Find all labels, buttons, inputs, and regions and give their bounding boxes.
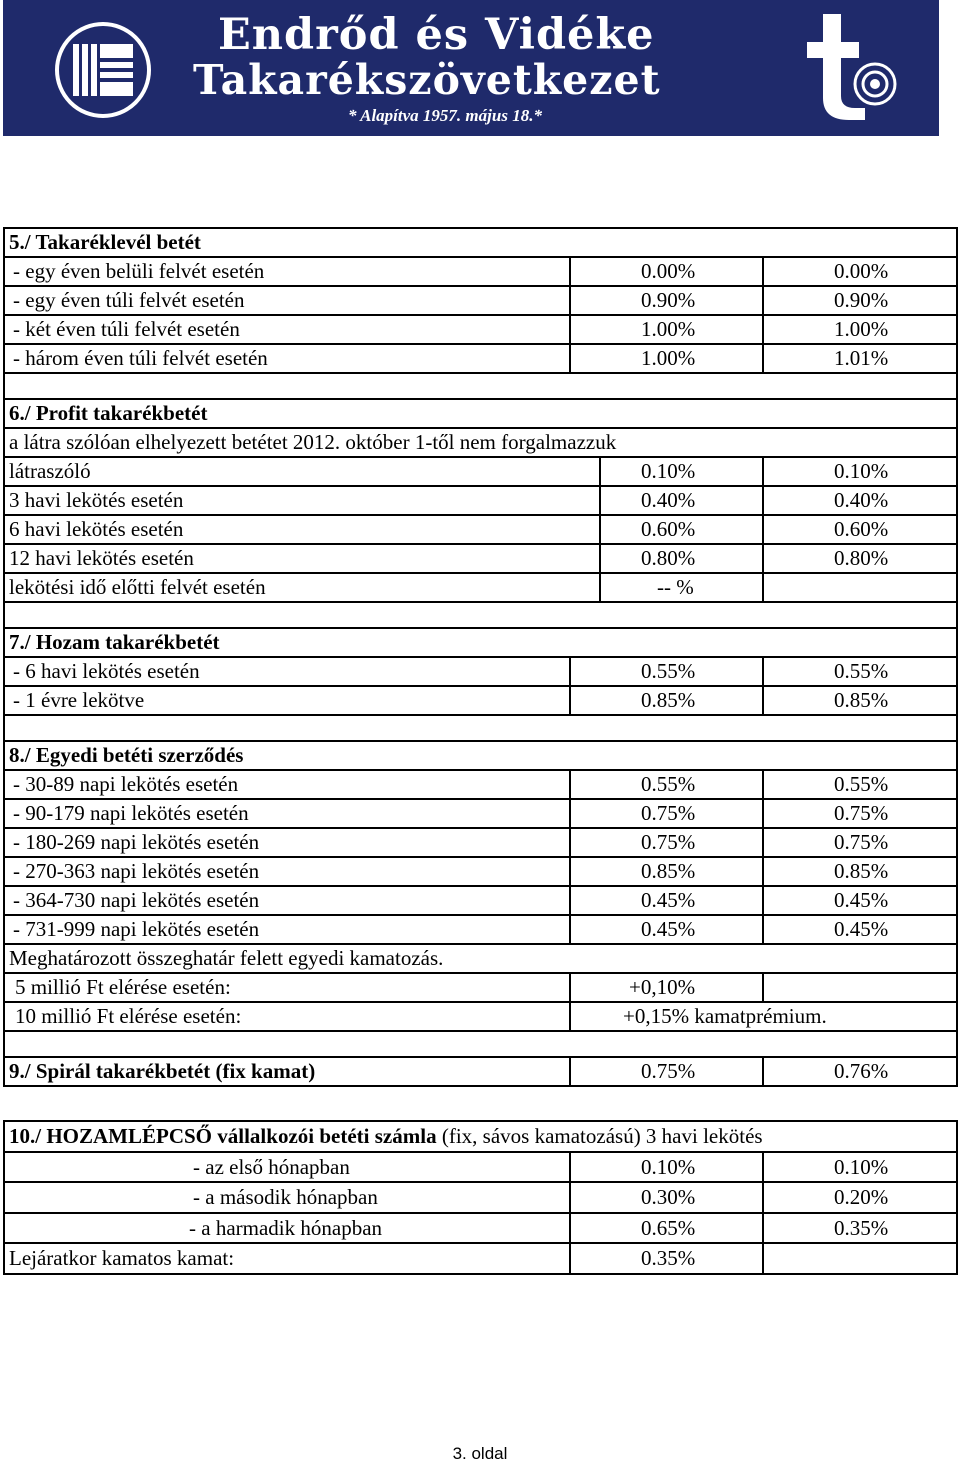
threshold-value: +0,15% kamatprémium. <box>569 1003 957 1030</box>
spacer-row <box>3 603 958 629</box>
table-row <box>3 687 958 716</box>
threshold-label: 10 millió Ft elérése esetén: <box>15 1004 242 1028</box>
table-row <box>3 1153 958 1184</box>
table-row <box>3 829 958 858</box>
rate-value-col1: 0.10% <box>569 1153 763 1182</box>
table-row <box>3 800 958 829</box>
rate-value-col1: 0.60% <box>599 516 763 543</box>
rate-label: - 364-730 napi lekötés esetén <box>13 888 260 912</box>
rate-value-col1: 0.55% <box>569 771 763 798</box>
rate-value-col2: 0.90% <box>762 287 957 314</box>
bank-name-line2: Takarékszövetkezet <box>193 56 661 104</box>
rate-value-col2: 0.40% <box>762 487 957 514</box>
rate-label: 3 havi lekötés esetén <box>9 488 184 512</box>
table-row <box>3 974 958 1003</box>
rate-label: látraszóló <box>9 459 91 483</box>
rate-value-col1: 0.10% <box>599 458 763 485</box>
section-title: 5./ Takaréklevél betét <box>9 230 201 254</box>
rate-label: - három éven túli felvét esetén <box>13 346 268 370</box>
rate-value-col2: 0.55% <box>762 771 957 798</box>
rate-label: - 180-269 napi lekötés esetén <box>13 830 260 854</box>
section-title: 8./ Egyedi betéti szerződés <box>9 743 244 767</box>
rate-value-col2: 0.10% <box>762 1153 957 1182</box>
section-title-row <box>3 229 958 258</box>
rate-value-col1: 0.30% <box>569 1183 763 1212</box>
rate-label: - 731-999 napi lekötés esetén <box>13 917 260 941</box>
bank-header-banner <box>3 0 939 136</box>
rate-value-col1: 0.00% <box>569 258 763 285</box>
rate-value-col1: 0.55% <box>569 658 763 685</box>
rate-value-col2: 1.01% <box>762 345 957 372</box>
spacer-row <box>3 1032 958 1058</box>
rate-label: 12 havi lekötés esetén <box>9 546 194 570</box>
table-row <box>3 1183 958 1214</box>
rate-value-col2: 0.45% <box>762 916 957 943</box>
table-row <box>3 316 958 345</box>
rate-value-col1: 0.40% <box>599 487 763 514</box>
section-note-row <box>3 429 958 458</box>
section-title: 7./ Hozam takarékbetét <box>9 630 220 654</box>
rate-label: lekötési idő előtti felvét esetén <box>9 575 266 599</box>
threshold-value: +0,10% <box>569 974 763 1001</box>
section-note-row <box>3 945 958 974</box>
rate-label: - 90-179 napi lekötés esetén <box>13 801 249 825</box>
table-row <box>3 287 958 316</box>
table-row <box>3 1058 958 1087</box>
table-row <box>3 345 958 374</box>
table-row <box>3 258 958 287</box>
table-row <box>3 1214 958 1245</box>
rate-value-col2: 0.55% <box>762 658 957 685</box>
table-row <box>3 458 958 487</box>
page-number: 3. oldal <box>452 1444 508 1463</box>
maturity-label: Lejáratkor kamatos kamat: <box>9 1246 235 1270</box>
rate-label: - az első hónapban <box>193 1154 350 1179</box>
rate-label: - egy éven túli felvét esetén <box>13 288 245 312</box>
rate-label: - 270-363 napi lekötés esetén <box>13 859 260 883</box>
section-title-row <box>3 400 958 429</box>
rate-label: - két éven túli felvét esetén <box>13 317 240 341</box>
rate-value-col1: 0.45% <box>569 887 763 914</box>
rate-value-col1: 1.00% <box>569 316 763 343</box>
table-row <box>3 771 958 800</box>
rate-value-col1: 0.80% <box>599 545 763 572</box>
table-row <box>3 1244 958 1275</box>
rate-label: - egy éven belüli felvét esetén <box>13 259 265 283</box>
spacer-row <box>3 374 958 400</box>
rate-label: - 6 havi lekötés esetén <box>13 659 200 683</box>
rate-label: 6 havi lekötés esetén <box>9 517 184 541</box>
section-title-row <box>3 1122 958 1153</box>
section-takareklevel <box>3 227 958 1087</box>
rate-value-col1: 1.00% <box>569 345 763 372</box>
section-title: 10./ HOZAMLÉPCSŐ vállalkozói betéti számla (fix, sávos kamatozású) 3 havi lekötés <box>9 1124 763 1148</box>
table-row <box>3 516 958 545</box>
section-title-row <box>3 742 958 771</box>
threshold-label: 5 millió Ft elérése esetén: <box>15 975 231 999</box>
rate-value-col2: 0.00% <box>762 258 957 285</box>
rate-value-col2 <box>762 574 957 601</box>
bank-name-line1: Endrőd és Vidéke <box>218 10 655 60</box>
savings-cooperative-logo <box>793 8 905 126</box>
rate-value-col2: 0.75% <box>762 829 957 856</box>
rate-label: - a harmadik hónapban <box>189 1215 383 1240</box>
section-note: a látra szólóan elhelyezett betétet 2012. október 1-től nem forgalmazzuk <box>9 430 617 454</box>
rate-value-col1: 0.90% <box>569 287 763 314</box>
rate-value-col2: 0.75% <box>762 800 957 827</box>
rate-value-col1: 0.75% <box>569 800 763 827</box>
bank-emblem-logo <box>53 20 153 120</box>
rate-value-col1: 0.85% <box>569 858 763 885</box>
rate-value-col2: 0.10% <box>762 458 957 485</box>
rate-label: - 30-89 napi lekötés esetén <box>13 772 239 796</box>
table-row <box>3 858 958 887</box>
founded-line: * Alapítva 1957. május 18.* <box>348 106 542 125</box>
rate-value-col2: 0.60% <box>762 516 957 543</box>
section-note: Meghatározott összeghatár felett egyedi kamatozás. <box>9 946 444 970</box>
rate-value-col2: 0.20% <box>762 1183 957 1212</box>
section-title: 6./ Profit takarékbetét <box>9 401 208 425</box>
section-title-row <box>3 629 958 658</box>
rate-value-col2: 0.80% <box>762 545 957 572</box>
rate-value-col1: 0.75% <box>569 1058 763 1085</box>
empty-cell <box>762 974 957 1001</box>
rate-value-col2: 0.35% <box>762 1214 957 1243</box>
table-row <box>3 487 958 516</box>
table-row <box>3 916 958 945</box>
table-row <box>3 545 958 574</box>
spacer-row <box>3 716 958 742</box>
rate-value-col2: 0.85% <box>762 858 957 885</box>
section-title: 9./ Spirál takarékbetét (fix kamat) <box>9 1059 316 1083</box>
rate-value-col1: -- % <box>599 574 763 601</box>
section-hozamlepcso <box>3 1120 958 1275</box>
rate-value-col2: 1.00% <box>762 316 957 343</box>
table-row <box>3 574 958 603</box>
rate-value-col2: 0.76% <box>762 1058 957 1085</box>
rate-value-col1: 0.85% <box>569 687 763 714</box>
rate-label: - a második hónapban <box>193 1185 378 1209</box>
rate-value-col2: 0.85% <box>762 687 957 714</box>
rate-value-col2: 0.45% <box>762 887 957 914</box>
rate-value-col1: 0.75% <box>569 829 763 856</box>
table-row <box>3 658 958 687</box>
table-row <box>3 1003 958 1032</box>
maturity-value: 0.35% <box>569 1244 763 1273</box>
empty-cell <box>762 1244 957 1273</box>
rate-label: - 1 évre lekötve <box>13 688 145 712</box>
rate-value-col1: 0.45% <box>569 916 763 943</box>
rate-value-col1: 0.65% <box>569 1214 763 1243</box>
table-row <box>3 887 958 916</box>
